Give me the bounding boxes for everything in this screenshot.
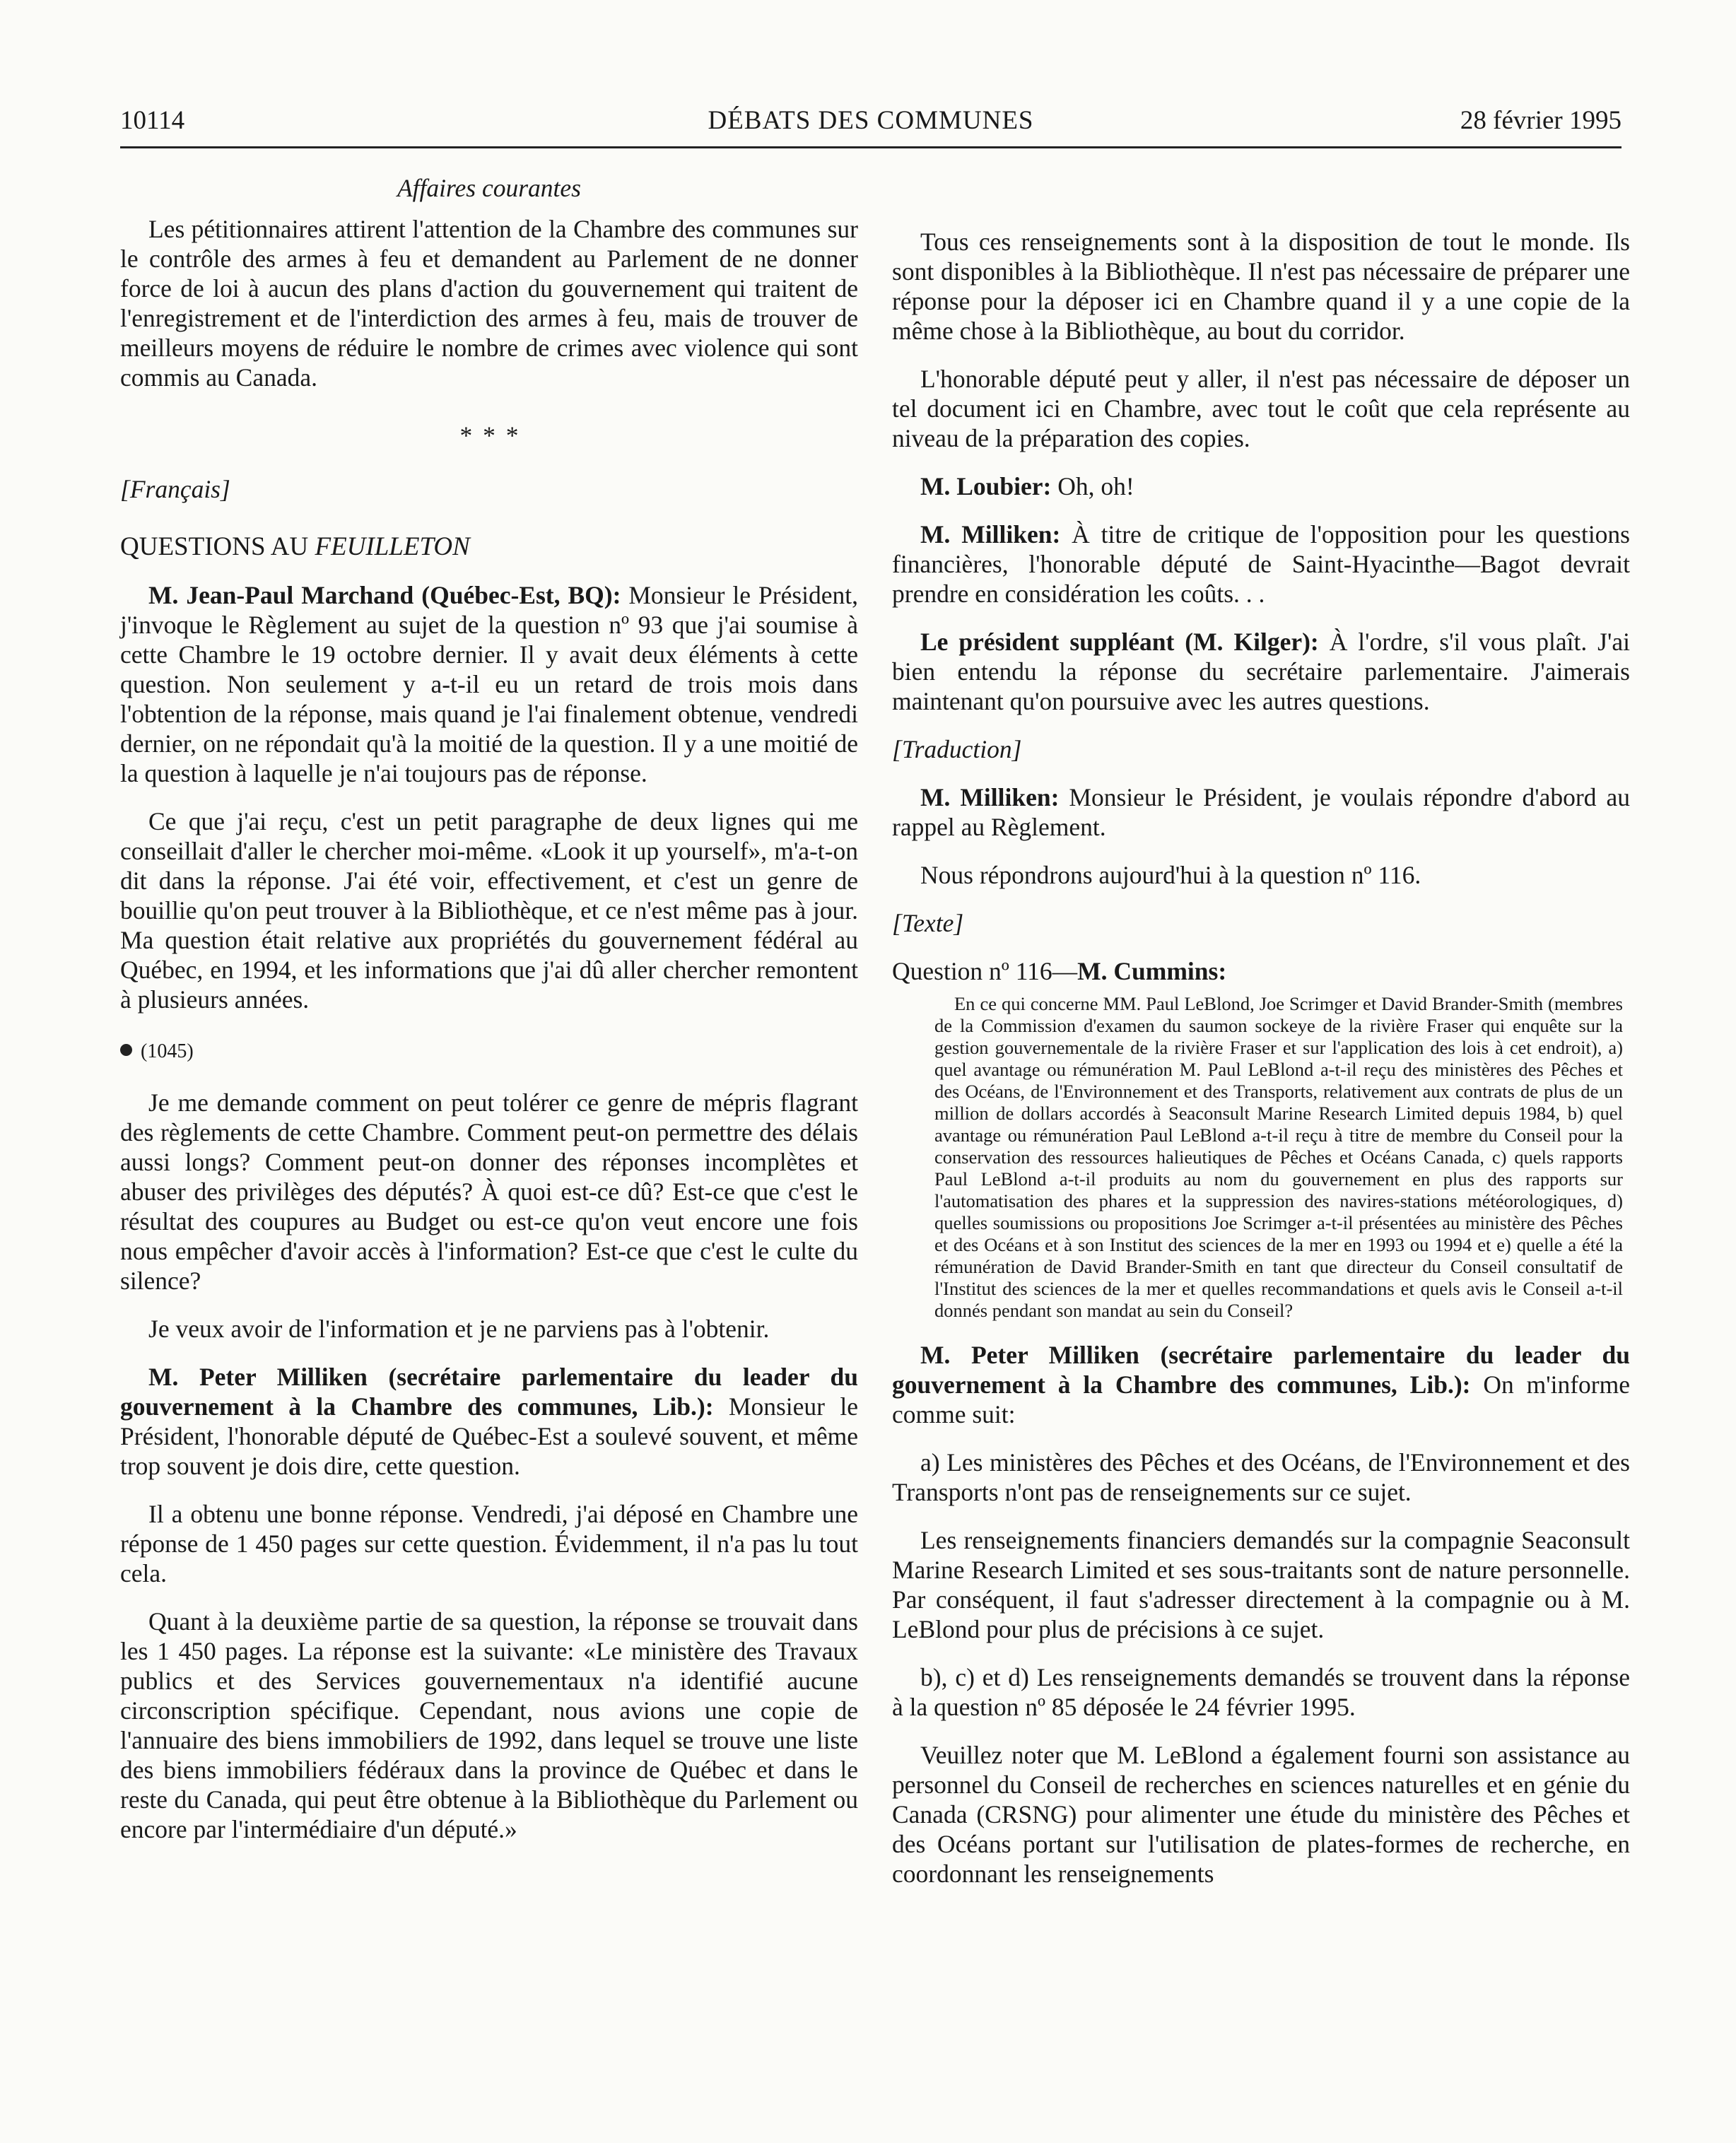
heading-prefix: QUESTIONS AU: [120, 532, 315, 561]
marchand-paragraph-2: Ce que j'ai reçu, c'est un petit paragraphe de deux lignes qui me conseillait d'aller le chercher moi-même. «Look it up yourself», m'a-t-on dit dans la réponse. J'ai été voir, effectivement, et c'est un genre de bouillie qu'on peut trouver à la Bibliothèque, et ce n'est même pas à jour. Ma question était relative aux propriétés du gouvernement fédéral au Québec, en 1994, et les informations que j'ai dû aller chercher remontent à plusieurs années.: [120, 807, 858, 1014]
question-author: M. Cummins:: [1077, 957, 1227, 985]
kilger-paragraph: Le président suppléant (M. Kilger): À l'ordre, s'il vous plaît. J'ai bien entendu la réponse du secrétaire parlementaire. J'aimerais maintenant qu'on poursuive avec les autres questions.: [892, 628, 1630, 715]
speaker-milliken: M. Peter Milliken (secrétaire parlementaire du leader du gouvernement à la Chambre des communes, Lib.):: [120, 1363, 858, 1421]
question-116-heading: Question nº 116—M. Cummins:: [892, 957, 1227, 985]
milliken-reply: M. Milliken: Monsieur le Président, je voulais répondre d'abord au rappel au Règlement.: [892, 783, 1630, 841]
speaker-milliken-short: M. Milliken:: [920, 520, 1061, 548]
marchand-paragraph-1: M. Jean-Paul Marchand (Québec-Est, BQ): Monsieur le Président, j'invoque le Règlement au sujet de la question nº 93 que j'ai soumise à cette Chambre le 19 octobre dernier. Il y avait deux éléments à cette question. Non seulement y a-t-il eu un retard de trois mois dans l'obtention de la réponse, mais quand je l'ai finalement obtenue, vendredi dernier, on ne répondait qu'à la moitié de la question. Il y a une moitié de la question à laquelle je n'ai toujours pas de réponse.: [120, 581, 858, 787]
answer-part-a: a) Les ministères des Pêches et des Océans, de l'Environnement et des Transports n'ont pas de renseignements sur ce sujet.: [892, 1448, 1630, 1506]
question-116-text: En ce qui concerne MM. Paul LeBlond, Joe Scrimger et David Brander-Smith (membres de la Commission d'examen du saumon sockeye de la rivière Fraser qui enquête sur la gestion gouvernementale de la rivière Fraser et sur l'application des lois à cet endroit), a) quel avantage ou rémunération M. Paul LeBlond a-t-il reçu des ministères des Pêches et des Océans, de l'Environnement et des Transports, relativement aux contrats de plus de un million de dollars accordés à Seaconsult Marine Research Limited depuis 1984, b) quel avantage ou rémunération Paul LeBlond a-t-il reçu à titre de membre du Conseil pour la conservation des ressources halieutiques de Pêches et Océans Canada, c) quels rapports Paul LeBlond a-t-il produits au nom du gouvernement en plus des rapports sur l'automatisation des phares et la suppression des navires-stations météorologiques, d) quelles soumissions ou propositions Joe Scrimger a-t-il présentées au ministère des Pêches et des Océans et à son Institut des sciences de la mer en 1993 ou 1994 et e) quelle a été la rémunération de David Brander-Smith en tant que directeur du Conseil consultatif de l'Institut des sciences de la mer et quelles recommandations et quels avis le Conseil a-t-il donnés pendant son mandat au sein du Conseil?: [934, 993, 1623, 1321]
time-marker: (1045): [120, 1037, 858, 1067]
section-title: Affaires courantes: [397, 174, 581, 202]
marchand-paragraph-4: Je veux avoir de l'information et je ne parviens pas à l'obtenir.: [148, 1315, 770, 1343]
milliken-critique: M. Milliken: À titre de critique de l'opposition pour les questions financières, l'honorable député de Saint-Hyacinthe—Bagot devrait prendre en considération les coûts. . .: [892, 520, 1630, 608]
marchand-paragraph-3: Je me demande comment on peut tolérer ce genre de mépris flagrant des règlements de cette Chambre. Comment peut-on permettre des délais aussi longs? Comment peut-on donner des réponses incomplètes et abuser des privilèges des députés? À quoi est-ce dû? Est-ce que c'est le résultat des coupures au Budget ou est-ce qu'on veut encore une fois nous empêcher d'avoir accès à l'information? Est-ce que c'est le culte du silence?: [120, 1088, 858, 1295]
bullet-icon: [120, 1044, 132, 1056]
milliken-paragraph-1: M. Peter Milliken (secrétaire parlementaire du leader du gouvernement à la Chambre des communes, Lib.): Monsieur le Président, l'honorable député de Québec-Est a soulevé souvent, et même trop souvent je dois dire, cette question.: [120, 1363, 858, 1480]
page-header: [120, 102, 1621, 148]
answer-financial: Les renseignements financiers demandés sur la compagnie Seaconsult Marine Research Limited et ses sous-traitants sont de nature personnelle. Par conséquent, il faut s'adresser directement à la compagnie ou à M. LeBlond pour plus de précisions à ce sujet.: [892, 1526, 1630, 1643]
speaker-loubier: M. Loubier:: [920, 472, 1052, 500]
loubier-interjection: M. Loubier: Oh, oh!: [920, 472, 1134, 500]
publication-title: DÉBATS DES COMMUNES: [708, 106, 1034, 135]
petition-paragraph: Les pétitionnaires attirent l'attention de la Chambre des communes sur le contrôle des armes à feu et demandent au Parlement de ne donner force de loi à aucun des plans d'action du gouvernement qui traitent de l'enregistrement et de l'interdiction des armes à feu, mais de trouver de meilleurs moyens de réduire le nombre de crimes avec violence qui sont commis au Canada.: [120, 215, 858, 392]
questions-heading: [120, 532, 858, 562]
translation-tag: [Traduction]: [892, 735, 1022, 763]
page-date: 28 février 1995: [1460, 106, 1621, 135]
language-tag-francais: [Français]: [120, 475, 230, 503]
page-number: 10114: [120, 106, 185, 135]
speaker-kilger: Le président suppléant (M. Kilger):: [920, 628, 1319, 656]
text-tag: [Texte]: [892, 909, 964, 937]
milliken-paragraph-2: Il a obtenu une bonne réponse. Vendredi, j'ai déposé en Chambre une réponse de 1 450 pages sur cette question. Évidemment, il n'a pas lu tout cela.: [120, 1500, 858, 1587]
library-paragraph: Tous ces renseignements sont à la disposition de tout le monde. Ils sont disponibles à la Bibliothèque. Il n'est pas nécessaire de préparer une réponse pour la déposer ici en Chambre quand il y a une copie de la même chose à la Bibliothèque, au bout du corridor.: [892, 228, 1630, 345]
speaker-milliken-answer: M. Peter Milliken (secrétaire parlementaire du leader du gouvernement à la Chambre des communes, Lib.):: [892, 1341, 1630, 1399]
answer-116: Nous répondrons aujourd'hui à la question nº 116.: [920, 861, 1421, 889]
section-divider-stars: * * *: [459, 421, 519, 450]
deposit-paragraph: L'honorable député peut y aller, il n'est pas nécessaire de déposer un tel document ici en Chambre, avec tout le coût que cela représente au niveau de la préparation des copies.: [892, 365, 1630, 452]
answer-part-bcd: b), c) et d) Les renseignements demandés se trouvent dans la réponse à la question nº 85 déposée le 24 février 1995.: [892, 1663, 1630, 1721]
milliken-paragraph-3: Quant à la deuxième partie de sa question, la réponse se trouvait dans les 1 450 pages. La réponse est la suivante: «Le ministère des Travaux publics et des Services gouvernementaux n'a identifié aucune circonscription spécifique. Cependant, nous avions une copie de l'annuaire des biens immobiliers de 1992, dans lequel se trouve une liste des biens immobiliers fédéraux dans la province de Québec et dans le reste du Canada, qui peut être obtenue à la Bibliothèque du Parlement ou encore par l'intermédiaire d'un député.»: [120, 1607, 858, 1843]
heading-italic: FEUILLETON: [315, 532, 470, 561]
milliken-answer: M. Peter Milliken (secrétaire parlementaire du leader du gouvernement à la Chambre des communes, Lib.): On m'informe comme suit:: [892, 1341, 1630, 1428]
right-column: [892, 173, 1630, 1889]
speaker-milliken-reply: M. Milliken:: [920, 783, 1060, 811]
answer-note: Veuillez noter que M. LeBlond a également fourni son assistance au personnel du Conseil de recherches en sciences naturelles et en génie du Canada (CRSNG) pour alimenter une étude du ministère des Pêches et des Océans portant sur l'utilisation de plates-formes de recherche, en coordonnant les renseignements: [892, 1741, 1630, 1888]
speaker-marchand: M. Jean-Paul Marchand (Québec-Est, BQ):: [148, 581, 621, 609]
left-column: [120, 173, 858, 1844]
